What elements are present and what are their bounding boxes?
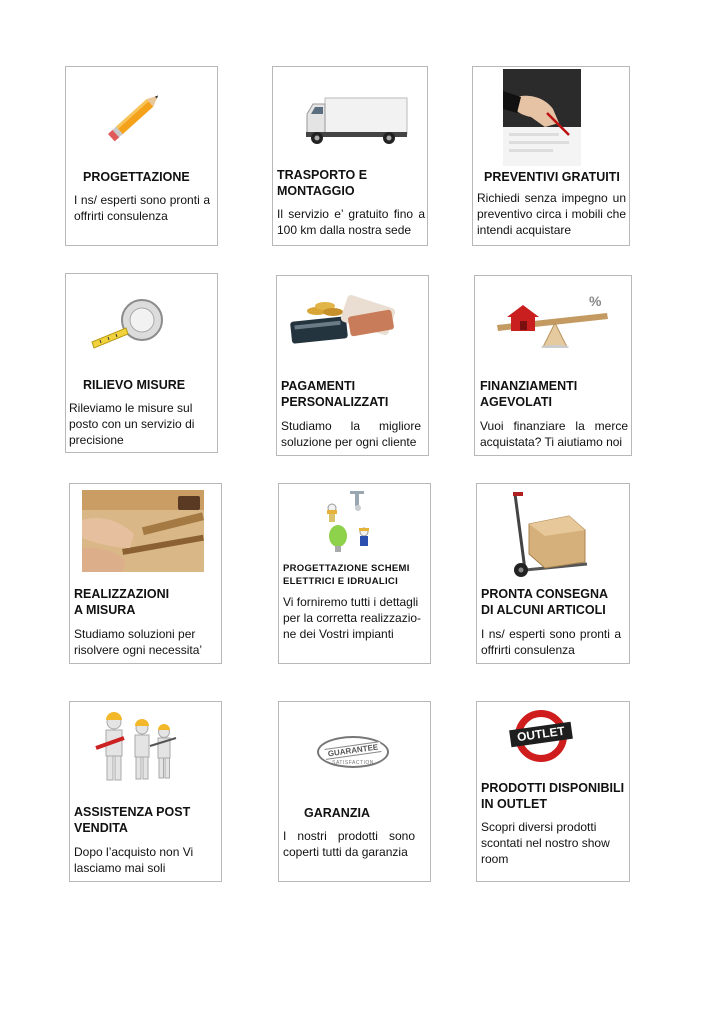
- card-title: PROGETTAZIONE SCHEMI ELETTRICI E IDRUALICI: [283, 563, 410, 587]
- guarantee-stamp-icon: [317, 734, 393, 774]
- svg-text:%: %: [589, 293, 602, 309]
- service-card-preventivi: [472, 66, 630, 246]
- pencil-icon: [108, 87, 168, 142]
- service-card-assistenza: [69, 701, 222, 882]
- service-card-progettazione: [65, 66, 218, 246]
- woodwork-icon: [82, 490, 204, 572]
- card-title: PRODOTTI DISPONIBILI IN OUTLET: [481, 781, 625, 811]
- card-description: Studiamo la migliore soluzione per ogni cliente: [281, 419, 421, 449]
- plumbing-electric-icon: [324, 490, 376, 556]
- card-description: Scopri diversi prodotti scontati nel nostro show room: [481, 820, 610, 866]
- guarantee-band-text: GUARANTEE: [325, 741, 382, 760]
- card-description: Rileviamo le misure sul posto con un servizio di precisione: [69, 401, 195, 447]
- card-description: Studiamo soluzioni per risolvere ogni necessita’: [74, 627, 203, 657]
- tape-measure-icon: [90, 294, 165, 354]
- service-card-trasporto: [272, 66, 428, 246]
- service-card-pagamenti: [276, 275, 429, 456]
- card-description: Il servizio e’ gratuito fino a 100 km dalla nostra sede: [277, 207, 425, 237]
- card-description: I nostri prodotti sono coperti tutti da garanzia: [283, 829, 415, 859]
- service-card-rilievo: [65, 273, 218, 453]
- truck-icon: [303, 92, 411, 147]
- card-description: Vi forniremo tutti i dettagli per la corretta realizzazio-ne dei Vostri impianti: [283, 595, 422, 641]
- outlet-sign-icon: [510, 708, 576, 764]
- card-description: Dopo l’acquisto non Vi lasciamo mai soli: [74, 845, 194, 875]
- card-description: I ns/ esperti sono pronti a offrirti consulenza: [74, 193, 210, 223]
- service-card-garanzia: [278, 701, 431, 882]
- card-title: TRASPORTO E MONTAGGIO: [277, 168, 368, 198]
- card-title: FINANZIAMENTI AGEVOLATI: [480, 379, 578, 409]
- signing-hand-icon: [503, 69, 581, 166]
- card-title: RILIEVO MISURE: [83, 378, 186, 392]
- service-card-pronta-consegna: [476, 483, 630, 664]
- card-title: REALIZZAZIONI A MISURA: [74, 587, 170, 617]
- service-card-finanziamenti: [474, 275, 632, 456]
- card-description: I ns/ esperti sono pronti a offrirti consulenza: [481, 627, 621, 657]
- card-title: PROGETTAZIONE: [83, 170, 190, 184]
- card-description: Richiedi senza impegno un preventivo circa i mobili che intendi acquistare: [477, 191, 626, 237]
- card-description: Vuoi finanziare la merce acquistata? Ti aiutiamo noi: [480, 419, 628, 449]
- card-title: PAGAMENTI PERSONALIZZATI: [281, 379, 389, 409]
- guarantee-ring-text: SATISFACTION: [332, 760, 374, 766]
- card-title: PRONTA CONSEGNA DI ALCUNI ARTICOLI: [481, 587, 608, 617]
- outlet-sign-text: OUTLET: [509, 722, 573, 747]
- hand-truck-icon: [507, 490, 589, 578]
- service-card-outlet: [476, 701, 630, 882]
- service-card-schemi: [278, 483, 431, 664]
- card-title: GARANZIA: [304, 806, 370, 820]
- house-seesaw-icon: [495, 293, 613, 348]
- service-card-realizzazioni: [69, 483, 222, 664]
- money-icon: [289, 293, 399, 345]
- workers-icon: [94, 708, 186, 784]
- card-title: ASSISTENZA POST VENDITA: [74, 805, 191, 835]
- card-title: PREVENTIVI GRATUITI: [484, 170, 620, 184]
